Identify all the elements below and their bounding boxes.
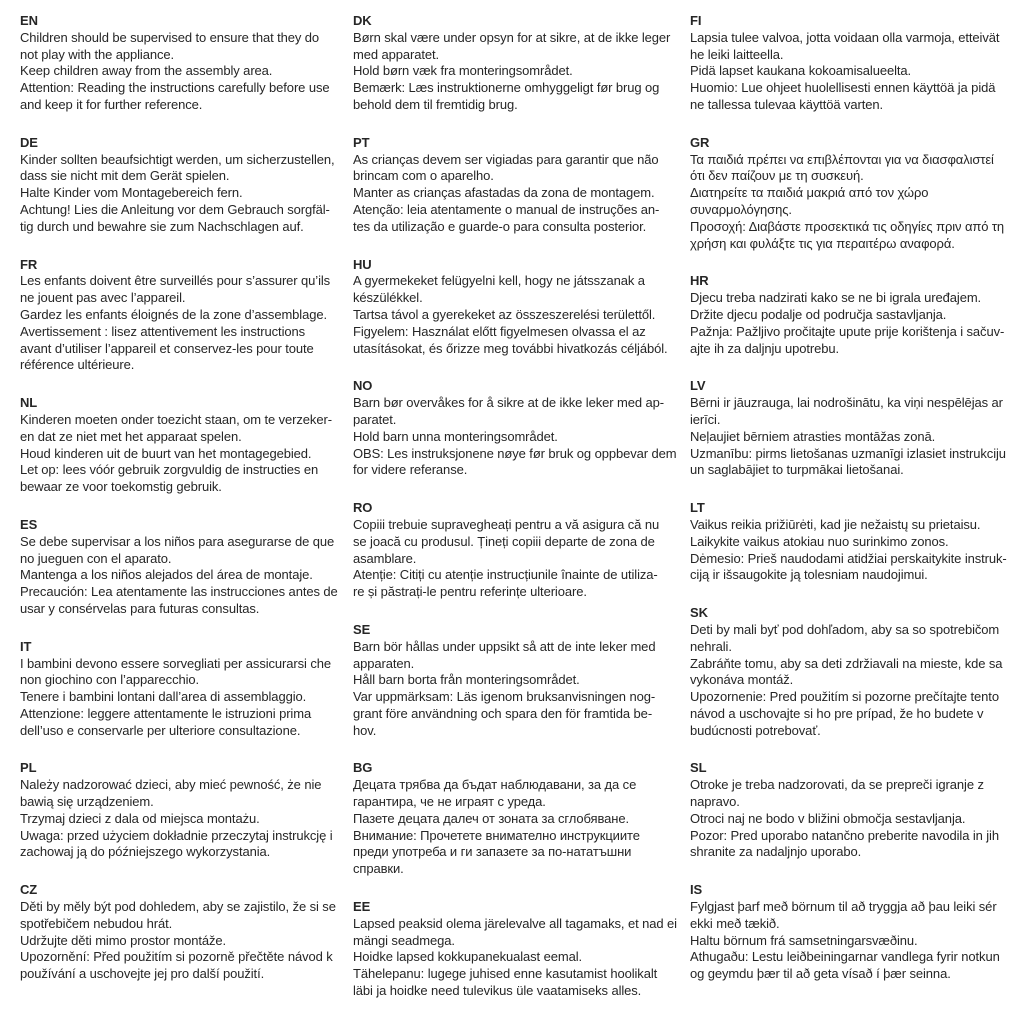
instruction-text-line: grant före användning och spara den för framtida be- bbox=[353, 705, 653, 721]
language-section-pt bbox=[353, 135, 685, 236]
instruction-text-line: Pozor: Pred uporabo natančno preberite navodila in jih bbox=[690, 827, 999, 843]
instruction-text-line: référence ultérieure. bbox=[20, 357, 135, 373]
instruction-text-line: behold dem til fremtidig brug. bbox=[353, 96, 518, 112]
instruction-text-line: Deti by mali byť pod dohľadom, aby sa so spotrebičom bbox=[690, 621, 1000, 637]
instruction-text-line: vykonáva montáž. bbox=[690, 672, 794, 688]
instruction-text-line: Fylgjast þarf með börnum til að tryggja að þau leiki sér bbox=[690, 899, 997, 915]
language-code-label: FR bbox=[20, 256, 38, 272]
instruction-text-line: Precaución: Lea atentamente las instrucciones antes de bbox=[20, 584, 338, 600]
instruction-text-line: Atenção: leia atentamente o manual de instruções an- bbox=[353, 201, 660, 217]
instruction-text-line: Uzmanību: pirms lietošanas uzmanīgi izlasiet instrukciju bbox=[690, 445, 1006, 461]
language-code-label: PL bbox=[20, 760, 37, 776]
instruction-text-line: Hold børn væk fra monteringsområdet. bbox=[353, 63, 573, 79]
instruction-text-line: Tartsa távol a gyerekeket az összeszerelési területtől. bbox=[353, 306, 656, 322]
language-section-hu bbox=[353, 257, 685, 358]
instruction-text-line: χρήση και φυλάξτε τις για περαιτέρω αναφορά. bbox=[690, 235, 955, 251]
instruction-text-line: he leiki laitteella. bbox=[690, 46, 784, 62]
language-section-pl bbox=[20, 760, 352, 861]
language-section-it bbox=[20, 639, 352, 740]
instruction-text-line: and keep it for further reference. bbox=[20, 96, 203, 112]
instruction-text-line: справки. bbox=[353, 861, 404, 877]
instruction-text-line: Pidä lapset kaukana kokoamisalueelta. bbox=[690, 63, 912, 79]
language-section-hr bbox=[690, 273, 1022, 357]
instruction-text-line: Należy nadzorować dzieci, aby mieć pewność, że nie bbox=[20, 777, 322, 793]
instruction-text-line: As crianças devem ser vigiadas para garantir que não bbox=[353, 151, 659, 167]
instruction-text-line: Upozornenie: Pred použitím si pozorne prečítajte tento bbox=[690, 689, 999, 705]
language-code-label: SL bbox=[690, 760, 707, 776]
instruction-text-line: Upozornění: Před použitím si pozorně přečtěte návod k bbox=[20, 949, 333, 965]
instruction-text-line: asamblare. bbox=[353, 550, 417, 566]
instruction-text-line: Atenție: Citiți cu atenție instrucțiunile înainte de utiliza- bbox=[353, 567, 658, 583]
instruction-text-line: Lapsed peaksid olema järelevalve all tagamaks, et nad ei bbox=[353, 915, 677, 931]
instruction-text-line: Otroci naj ne bodo v bližini območja sestavljanja. bbox=[690, 810, 966, 826]
language-code-label: LV bbox=[690, 378, 706, 394]
instruction-text-line: og geymdu þær til að geta vísað í þær seinna. bbox=[690, 966, 951, 982]
language-section-ee bbox=[353, 899, 685, 1000]
instruction-text-line: Let op: lees vóór gebruik zorgvuldig de instructies en bbox=[20, 462, 319, 478]
instruction-text-line: Se debe supervisar a los niños para asegurarse de que bbox=[20, 533, 335, 549]
instruction-text-line: spotřebičem nebudou hrát. bbox=[20, 915, 173, 931]
instruction-text-line: not play with the appliance. bbox=[20, 46, 175, 62]
language-section-cz bbox=[20, 882, 352, 983]
instruction-text-line: mängi seadmega. bbox=[353, 932, 455, 948]
instruction-text-line: návod a uschovajte si ho pre prípad, že ho budete v bbox=[690, 705, 984, 721]
instruction-text-line: A gyermekeket felügyelni kell, hogy ne játsszanak a bbox=[353, 273, 645, 289]
instruction-text-line: Tenere i bambini lontani dall’area di assemblaggio. bbox=[20, 689, 307, 705]
instruction-text-line: Bemærk: Læs instruktionerne omhyggeligt før brug og bbox=[353, 80, 660, 96]
language-code-label: BG bbox=[353, 760, 373, 776]
instruction-text-line: Var uppmärksam: Läs igenom bruksanvisningen nog- bbox=[353, 689, 656, 705]
instruction-text-line: Децата трябва да бъдат наблюдавани, за да се bbox=[353, 777, 637, 793]
instruction-text-line: utasításokat, és őrizze meg további hivatkozás céljából. bbox=[353, 340, 668, 356]
instruction-text-line: Lapsia tulee valvoa, jotta voidaan olla varmoja, etteivät bbox=[690, 29, 1000, 45]
instruction-text-line: re și păstrați-le pentru referințe ulterioare. bbox=[353, 584, 587, 600]
column-middle bbox=[353, 13, 685, 1021]
instruction-text-line: nehrali. bbox=[690, 638, 732, 654]
language-code-label: HR bbox=[690, 273, 709, 289]
instruction-text-line: Manter as crianças afastadas da zona de montagem. bbox=[353, 185, 655, 201]
instruction-text-line: non giochino con l’apparecchio. bbox=[20, 672, 200, 688]
instruction-text-line: Držite djecu podalje od područja sastavljanja. bbox=[690, 306, 947, 322]
language-section-fi bbox=[690, 13, 1022, 114]
instruction-text-line: Διατηρείτε τα παιδιά μακριά από τον χώρο bbox=[690, 185, 929, 201]
language-section-ro bbox=[353, 500, 685, 601]
instruction-text-line: Børn skal være under opsyn for at sikre, at de ikke leger bbox=[353, 29, 671, 45]
language-section-no bbox=[353, 378, 685, 479]
instruction-text-line: Hold barn unna monteringsområdet. bbox=[353, 428, 558, 444]
instruction-text-line: гарантира, че не играят с уреда. bbox=[353, 794, 546, 810]
language-code-label: NO bbox=[353, 378, 373, 394]
instruction-text-line: Huomio: Lue ohjeet huolellisesti ennen käyttöä ja pidä bbox=[690, 80, 996, 96]
language-code-label: EN bbox=[20, 13, 38, 28]
instruction-text-line: ότι δεν παίζουν με τη συσκευή. bbox=[690, 168, 864, 184]
instruction-text-line: Keep children away from the assembly area. bbox=[20, 63, 273, 79]
language-section-bg bbox=[353, 760, 685, 878]
instruction-text-line: ajte ih za daljnju upotrebu. bbox=[690, 340, 839, 356]
instruction-text-line: Avertissement : lisez attentivement les instructions bbox=[20, 323, 306, 339]
instruction-text-line: ne tallessa tulevaa käyttöä varten. bbox=[690, 96, 884, 112]
instruction-text-line: Kinderen moeten onder toezicht staan, om te verzeker- bbox=[20, 411, 332, 427]
instruction-text-line: Προσοχή: Διαβάστε προσεκτικά τις οδηγίες πριν από τη bbox=[690, 218, 1005, 234]
language-code-label: SK bbox=[690, 605, 708, 621]
language-section-sl bbox=[690, 760, 1022, 861]
instruction-text-line: преди употреба и ги запазете за по-нататъшни bbox=[353, 844, 632, 860]
instruction-text-line: Пазете децата далеч от зоната за сглобяване. bbox=[353, 810, 629, 826]
instruction-text-line: Children should be supervised to ensure that they do bbox=[20, 29, 320, 45]
instruction-text-line: Uwaga: przed użyciem dokładnie przeczytaj instrukcję i bbox=[20, 827, 333, 843]
instruction-text-line: Haltu börnum frá samsetningarsvæðinu. bbox=[690, 932, 918, 948]
instruction-text-line: συναρμολόγησης. bbox=[690, 201, 792, 217]
instruction-text-line: Zabráňte tomu, aby sa deti zdržiavali na mieste, kde sa bbox=[690, 655, 1003, 671]
instruction-text-line: Otroke je treba nadzorovati, da se prepreči igranje z bbox=[690, 777, 984, 793]
language-section-es bbox=[20, 517, 352, 618]
instruction-text-line: Achtung! Lies die Anleitung vor dem Gebrauch sorgfäl- bbox=[20, 201, 330, 217]
instruction-text-line: läbi ja hoidke need tulevikus üle vaatamiseks alles. bbox=[353, 983, 642, 999]
instruction-text-line: Mantenga a los niños alejados del área de montaje. bbox=[20, 567, 313, 583]
instruction-text-line: tig durch und bewahre sie zum Nachschlagen auf. bbox=[20, 218, 304, 234]
language-section-nl bbox=[20, 395, 352, 496]
instruction-text-line: en dat ze niet met het apparaat spelen. bbox=[20, 428, 242, 444]
instruction-text-line: Figyelem: Használat előtt figyelmesen olvassa el az bbox=[353, 323, 646, 339]
column-right bbox=[690, 13, 1022, 1004]
language-section-lt bbox=[690, 500, 1022, 584]
instruction-text-line: Děti by měly být pod dohledem, aby se zajistilo, že si se bbox=[20, 899, 336, 915]
instruction-text-line: avant d’utiliser l’appareil et conservez-les pour toute bbox=[20, 340, 314, 356]
language-code-label: RO bbox=[353, 500, 373, 516]
instruction-text-line: budúcnosti potrebovať. bbox=[690, 722, 821, 738]
instruction-text-line: no jueguen con el aparato. bbox=[20, 550, 172, 566]
language-code-label: CZ bbox=[20, 882, 38, 898]
instruction-text-line: ekki með tækið. bbox=[690, 915, 780, 931]
instruction-text-line: Hoidke lapsed kokkupanekualast eemal. bbox=[353, 949, 582, 965]
instruction-text-line: se joacă cu produsul. Țineți copiii departe de zona de bbox=[353, 533, 655, 549]
language-code-label: HU bbox=[353, 256, 372, 272]
instruction-text-line: készülékkel. bbox=[353, 290, 423, 306]
instruction-text-line: ierīci. bbox=[690, 411, 721, 427]
instruction-text-line: hov. bbox=[353, 722, 377, 738]
instruction-text-line: Bērni ir jāuzrauga, lai nodrošinātu, ka viņi nespēlējas ar bbox=[690, 395, 1003, 411]
instruction-text-line: zachowaj ją do późniejszego wykorzystania. bbox=[20, 844, 271, 860]
language-code-label: SE bbox=[353, 621, 371, 637]
language-code-label: GR bbox=[690, 134, 710, 150]
instruction-text-line: Τα παιδιά πρέπει να επιβλέπονται για να διασφαλιστεί bbox=[690, 151, 994, 167]
language-section-se bbox=[353, 622, 685, 740]
instruction-text-line: Udržujte děti mimo prostor montáže. bbox=[20, 932, 227, 948]
language-section-is bbox=[690, 882, 1022, 983]
instruction-text-line: Neļaujiet bērniem atrasties montāžas zonā. bbox=[690, 428, 936, 444]
language-code-label: NL bbox=[20, 395, 38, 411]
instruction-text-line: Внимание: Прочетете внимателно инструкциите bbox=[353, 827, 640, 843]
language-code-label: LT bbox=[690, 500, 705, 516]
instruction-text-line: brincam com o aparelho. bbox=[353, 168, 494, 184]
instruction-text-line: for videre referanse. bbox=[353, 462, 468, 478]
instruction-text-line: Attention: Reading the instructions carefully before use bbox=[20, 80, 330, 96]
language-code-label: EE bbox=[353, 899, 371, 915]
language-code-label: ES bbox=[20, 516, 38, 532]
language-section-gr bbox=[690, 135, 1022, 253]
language-section-dk bbox=[353, 13, 685, 114]
instruction-text-line: Barn bør overvåkes for å sikre at de ikke leker med ap- bbox=[353, 395, 664, 411]
instruction-text-line: dell’uso e conservarle per ulteriore consultazione. bbox=[20, 722, 301, 738]
instruction-text-line: ne jouent pas avec l’appareil. bbox=[20, 290, 186, 306]
language-section-fr bbox=[20, 257, 352, 375]
instruction-text-line: Copiii trebuie supravegheați pentru a vă asigura că nu bbox=[353, 516, 660, 532]
instruction-text-line: Barn bör hållas under uppsikt så att de inte leker med bbox=[353, 638, 656, 654]
instruction-text-line: Houd kinderen uit de buurt van het montagegebied. bbox=[20, 445, 312, 461]
instruction-text-line: Gardez les enfants éloignés de la zone d’assemblage. bbox=[20, 306, 327, 322]
instruction-text-line: ciją ir išsaugokite ją tolesniam naudojimui. bbox=[690, 567, 928, 583]
language-code-label: PT bbox=[353, 134, 370, 150]
instruction-text-line: Håll barn borta från monteringsområdet. bbox=[353, 672, 580, 688]
instruction-text-line: Pažnja: Pažljivo pročitajte upute prije korištenja i sačuv- bbox=[690, 323, 1005, 339]
instruction-text-line: Vaikus reikia prižiūrėti, kad jie nežaistų su prietaisu. bbox=[690, 516, 981, 532]
instruction-text-line: Trzymaj dzieci z dala od miejsca montażu. bbox=[20, 810, 260, 826]
instruction-text-line: Athugaðu: Lestu leiðbeiningarnar vandlega fyrir notkun bbox=[690, 949, 1000, 965]
language-section-en bbox=[20, 13, 352, 114]
instruction-text-line: I bambini devono essere sorvegliati per assicurarsi che bbox=[20, 655, 331, 671]
instruction-text-line: Laikykite vaikus atokiau nuo surinkimo zonos. bbox=[690, 533, 949, 549]
instruction-text-line: usar y consérvelas para futuras consultas. bbox=[20, 600, 260, 616]
instruction-text-line: shranite za nadaljnjo uporabo. bbox=[690, 844, 862, 860]
instruction-text-line: paratet. bbox=[353, 411, 397, 427]
instruction-text-line: Dėmesio: Prieš naudodami atidžiai perskaitykite instruk- bbox=[690, 550, 1007, 566]
instruction-text-line: používání a uschovejte jej pro další použití. bbox=[20, 966, 265, 982]
instruction-text-line: dass sie nicht mit dem Gerät spielen. bbox=[20, 168, 230, 184]
language-section-lv bbox=[690, 378, 1022, 479]
instruction-text-line: Djecu treba nadzirati kako se ne bi igrala uređajem. bbox=[690, 290, 982, 306]
language-code-label: DE bbox=[20, 134, 38, 150]
instruction-text-line: un saglabājiet to turpmākai lietošanai. bbox=[690, 462, 904, 478]
instruction-text-line: Halte Kinder vom Montagebereich fern. bbox=[20, 185, 243, 201]
language-code-label: IT bbox=[20, 638, 32, 654]
language-code-label: DK bbox=[353, 13, 372, 28]
instruction-text-line: bewaar ze voor toekomstig gebruik. bbox=[20, 479, 222, 495]
instruction-text-line: OBS: Les instruksjonene nøye før bruk og oppbevar dem bbox=[353, 445, 677, 461]
column-left bbox=[20, 13, 352, 1004]
instruction-text-line: apparaten. bbox=[353, 655, 415, 671]
language-section-de bbox=[20, 135, 352, 236]
instruction-text-line: Les enfants doivent être surveillés pour s’assurer qu’ils bbox=[20, 273, 331, 289]
instruction-text-line: Attenzione: leggere attentamente le istruzioni prima bbox=[20, 705, 312, 721]
instruction-text-line: Kinder sollten beaufsichtigt werden, um sicherzustellen, bbox=[20, 151, 335, 167]
language-code-label: FI bbox=[690, 13, 702, 28]
instruction-text-line: napravo. bbox=[690, 794, 740, 810]
language-section-sk bbox=[690, 605, 1022, 739]
instruction-text-line: bawią się urządzeniem. bbox=[20, 794, 154, 810]
instruction-text-line: Tähelepanu: lugege juhised enne kasutamist hoolikalt bbox=[353, 966, 658, 982]
instruction-text-line: med apparatet. bbox=[353, 46, 440, 62]
language-code-label: IS bbox=[690, 882, 703, 898]
instruction-text-line: tes da utilização e guarde-o para consulta posterior. bbox=[353, 218, 647, 234]
